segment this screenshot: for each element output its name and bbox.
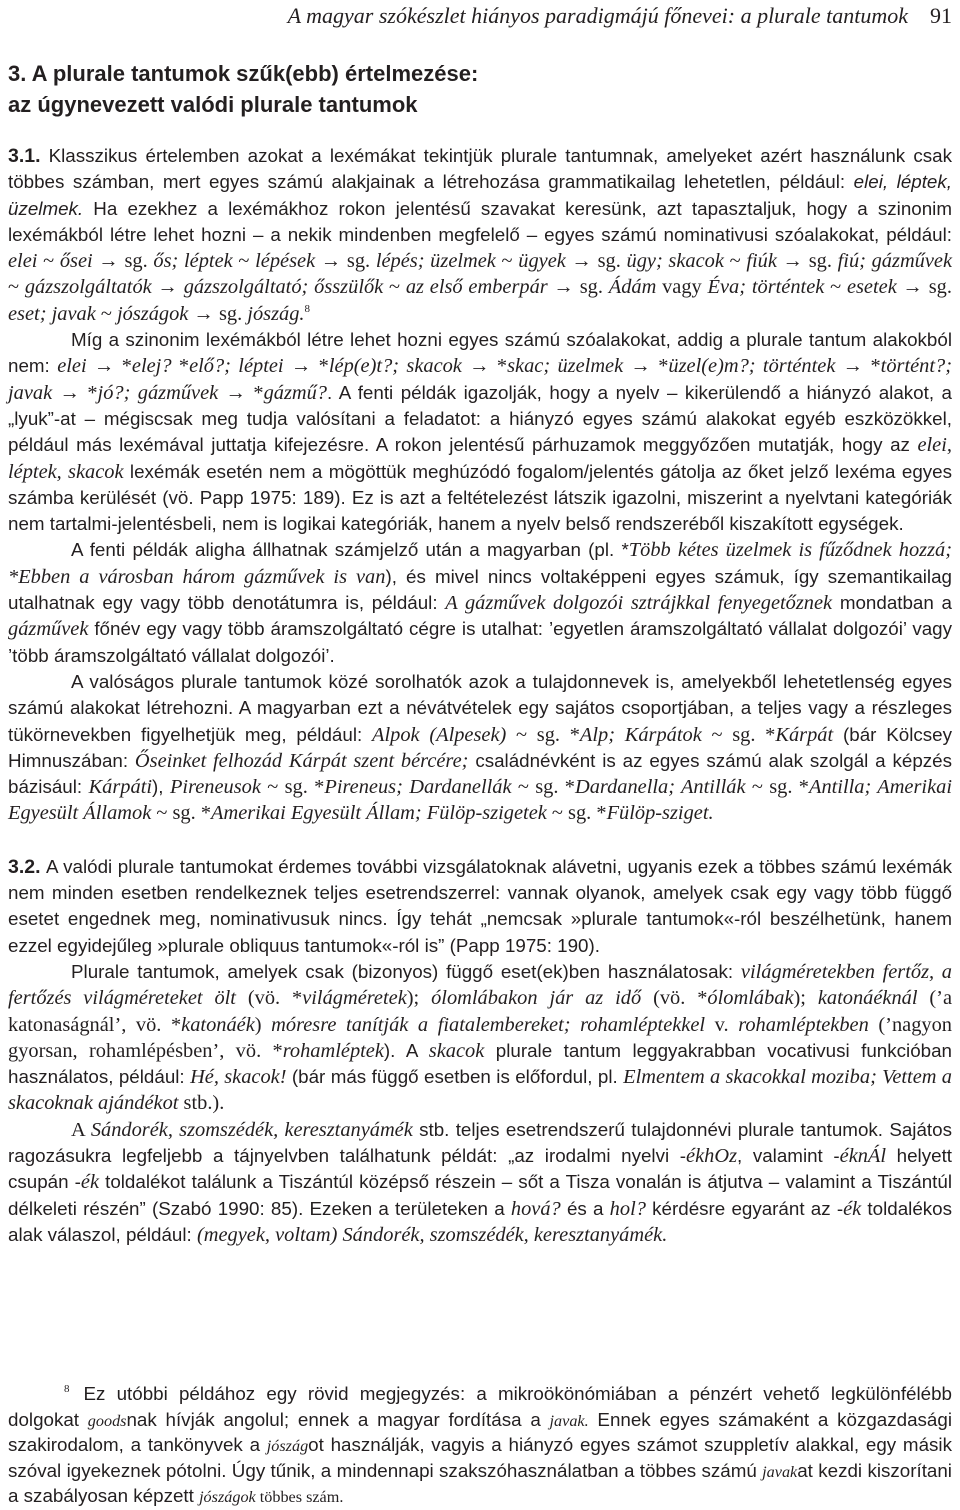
italic-example: fiúk: [746, 250, 777, 273]
footnote-body: [8, 1383, 952, 1507]
section-heading-line-2: az úgynevezett valódi plurale tantumok: [8, 92, 418, 117]
running-header: [8, 3, 952, 29]
italic-example: világméretek: [302, 987, 407, 1010]
italic-example: katonáéknál: [817, 987, 918, 1010]
text-run: → sg.: [92, 250, 154, 273]
section-heading-line-1: 3. A plurale tantumok szűk(ebb) értelmezése:: [8, 61, 479, 86]
text-run: stb. teljes esetrendszerű tulajdonnévi plurale tantumok. Sajátos ragozásukra legfeljebb a tájnyelvben találhatunk példát: „az irodalmi nyelvi -: [8, 1118, 952, 1166]
text-run: kérdésre egyaránt az -: [645, 1197, 844, 1219]
italic-example: gázszolgáltató; ősszülők: [183, 276, 384, 299]
italic-example: (megyek, voltam) Sándorék, szomszédék, keresztanyámék.: [196, 1223, 668, 1246]
italic-example: ékhOz: [686, 1144, 738, 1167]
body-text: [8, 143, 952, 1248]
text-run: . A fenti példák igazolják, hogy a nyelv – kikerülendő a hiányzó alakot, a „lyuk”-at – mégiscsak meg tudja valósítani a feladatot: a hiányzó egyes számú alakokat egyéb eszközökkel, például más lexémával juttatja kifejezésre. A rokon jelentésű párhuzamok meggyőzően mutatják, hogy az: [8, 381, 952, 456]
italic-example: jó?; gázművek: [97, 381, 219, 404]
italic-example: Fülöp-sziget.: [606, 802, 714, 825]
italic-example: goods: [87, 1411, 127, 1430]
footnote-marker: 8: [64, 1383, 70, 1395]
text-run: (’a katonaságnál’, vö. *: [8, 987, 953, 1036]
italic-example: skac; üzelmek: [507, 355, 624, 378]
italic-example: rohamléptekben: [738, 1013, 869, 1036]
text-run: → *: [52, 381, 98, 404]
text-run: ~ sg. *: [260, 776, 325, 799]
italic-example: jószág: [266, 1437, 309, 1456]
italic-example: gázművek: [8, 618, 89, 641]
paragraph-text: [8, 145, 952, 325]
text-run: ~ sg. *: [511, 776, 575, 799]
text-run: nak hívják angolul; ennek a magyar fordítása a: [126, 1408, 550, 1430]
italic-example: javak.: [549, 1411, 589, 1430]
text-run: családnévként is az egyes számú alak szolgál a képzés bázisául:: [8, 749, 953, 798]
text-run: ),: [152, 776, 170, 798]
italic-example: elei: [57, 355, 87, 378]
italic-example: katonáék: [181, 1013, 255, 1036]
paragraph: [8, 327, 952, 537]
footnote: [8, 1382, 952, 1510]
text-run: vagy: [656, 276, 708, 299]
italic-example: Dardanella; Antillák: [574, 776, 746, 799]
text-run: A fenti példák aligha állhatnak számjelző után a magyarban (pl. *: [71, 539, 629, 561]
running-title: A magyar szókészlet hiányos paradigmájú főnevei: a plurale tantumok: [287, 3, 908, 28]
italic-example: lép(e)t?; skacok: [328, 355, 462, 378]
italic-example: Alp; Kárpátok: [579, 723, 702, 746]
italic-example: elei, léptek, üzelmek.: [8, 171, 952, 219]
text-run: ot használják, vagyis a hiányzó egyes számot szuppletív alakkal, egy másik szóval igyekeznek pótolni. Úgy tűnik, a mindennapi szakszóhasználatban a többes számú: [8, 1434, 952, 1481]
italic-example: esetek: [846, 276, 897, 299]
italic-example: Elmentem a skacokkal moziba; Vettem a skacoknak ajándékot: [8, 1066, 952, 1115]
text-run: mondatban a: [832, 592, 952, 614]
text-run: ~ sg. *: [151, 802, 212, 825]
text-run: → *: [461, 355, 508, 378]
italic-example: elő?; léptei: [189, 355, 284, 378]
text-run: → *: [623, 355, 669, 378]
footnote-text: [8, 1382, 952, 1510]
italic-example: ősei: [59, 250, 93, 273]
italic-example: ólomlábak: [707, 987, 794, 1010]
text-run: többes szám.: [255, 1488, 344, 1507]
text-run: → sg.: [188, 302, 248, 325]
text-run: Míg a szinonim lexémákból létre lehet hozni egyes számú szóalakokat, addig a plurale tantum alakokból nem:: [8, 329, 952, 377]
text-run: ~: [232, 250, 256, 273]
italic-example: móresre tanítják a fiatalembereket; rohamléptekkel: [271, 1013, 706, 1036]
italic-example: ék: [843, 1197, 862, 1220]
text-run: → sg.: [547, 276, 609, 299]
section-heading: [8, 58, 478, 120]
italic-example: világméretekben fertőz, a fertőzés világméreteket ölt: [8, 960, 952, 1010]
italic-example: Pireneus; Dardanellák: [324, 776, 512, 799]
italic-example: fiú; gázművek: [837, 250, 953, 273]
text-run: főnév egy vagy több áramszolgáltató cégre is utalhat: ’egyetlen áramszolgáltató vállalat dolgozói’ vagy ’több áramszolgáltató vállalat dolgozói’.: [8, 618, 952, 666]
subsection-number: 3.2.: [8, 855, 41, 878]
text-run: → sg.: [776, 250, 838, 273]
italic-example: jószágok: [199, 1488, 256, 1507]
italic-example: Éva; történtek: [707, 276, 825, 299]
italic-example: Sándorék, szomszédék, keresztanyámék: [90, 1118, 413, 1141]
italic-example: skacok: [428, 1039, 485, 1062]
text-run: → *: [86, 355, 132, 378]
italic-example: Antilla; Amerikai Egyesült Államok: [8, 776, 952, 825]
text-run: ~: [95, 302, 117, 325]
italic-example: ügy; skacok: [626, 250, 724, 273]
text-run: , valamint -: [737, 1144, 840, 1166]
text-run: ~ sg. *: [745, 776, 809, 799]
text-run: Ha ezekhez a lexémákhoz rokon jelentésű szavakat keresünk, azt tapasztaljuk, hogy a szinonim lexémákból létre lehet hozni – a nekik mindenben megfelelő – egyes számú nominativusi szóalakokat, például:: [8, 197, 952, 245]
italic-example: rohamléptek: [282, 1039, 384, 1062]
italic-example: Hé, skacok!: [190, 1066, 287, 1089]
text-run: és a: [560, 1197, 610, 1219]
text-run: A: [71, 1118, 91, 1141]
paragraph: [8, 143, 952, 327]
page-number: 91: [930, 3, 952, 28]
text-run: (’nagyon gyorsan, rohamlépésben’, vö. *: [8, 1013, 952, 1062]
text-run: );: [406, 987, 432, 1010]
text-run: → sg.: [896, 276, 952, 299]
text-run: ). A: [383, 1039, 429, 1061]
text-run: ): [254, 1013, 272, 1036]
text-run: → *: [218, 381, 264, 404]
italic-example: elei: [8, 250, 38, 273]
text-run: stb.).: [178, 1092, 225, 1115]
text-run: → *: [283, 355, 329, 378]
text-run: helyett csupán -: [8, 1144, 953, 1193]
text-run: ~: [37, 250, 60, 273]
text-run: ), és mivel nincs voltaképpeni egyes számuk, így szemantikailag utalhatnak egy vagy több denotátumra is, például:: [8, 565, 952, 614]
text-run: ~ sg. *: [506, 723, 580, 746]
italic-example: jószágok: [116, 302, 189, 325]
italic-example: éknÁl: [839, 1144, 887, 1167]
text-run: v.: [705, 1013, 739, 1036]
italic-example: Kárpát: [775, 723, 834, 746]
text-run: Plurale tantumok, amelyek csak (bizonyos) függő eset(ek)ben használatosak:: [71, 960, 741, 982]
italic-example: ős; léptek: [153, 250, 233, 273]
italic-example: elei, léptek, skacok: [8, 434, 952, 483]
text-run: Klasszikus értelemben azokat a lexémákat tekintjük plurale tantumnak, amelyeket azért használunk csak többes számban, mert egyes számú alakjainak a létrehozása grammatikailag lehetetlen, például:: [8, 145, 952, 193]
italic-example: üzel(e)m?; történtek: [668, 355, 836, 378]
text-run: → *: [835, 355, 881, 378]
italic-example: Pireneusok: [169, 776, 261, 799]
paragraph: [8, 669, 952, 827]
italic-example: ólomlábakon jár az idő: [431, 987, 642, 1010]
text-run: *: [171, 355, 190, 378]
text-run: lexémák esetén nem a mögöttük meghúzódó fogalom/jelentés gátolja az őket jelző lexéma egyes számba kerülését (vö. Papp 1975: 189). Ez is azt a feltételezést látszik igazolni, miszerint a nyelvtani kategóriák nem tartalmi-jelentésbeli, nem is logikai kategóriák, hanem a nyelv belső rendszeréből kiszakított egységek.: [8, 460, 953, 535]
text-run: ~: [383, 276, 406, 299]
italic-example: Amerikai Egyesült Állam; Fülöp-szigetek: [211, 802, 547, 825]
text-run: (bár más függő esetben is előfordul, pl.: [286, 1066, 624, 1088]
text-run: → sg.: [315, 250, 376, 273]
text-run: ~: [8, 276, 25, 299]
italic-example: eset; javak: [8, 302, 96, 325]
italic-example: Alpok (Alpesek): [372, 723, 507, 746]
subsection-number: 3.1.: [8, 145, 41, 167]
text-run: );: [793, 987, 818, 1010]
text-run: (bár Kölcsey Himnuszában:: [8, 723, 952, 771]
paragraph: [8, 959, 952, 1117]
italic-example: ügyek: [518, 250, 566, 273]
italic-example: gázszolgáltatók: [24, 276, 152, 299]
text-run: →: [151, 276, 184, 299]
text-run: ~: [495, 250, 519, 273]
text-run: A valódi plurale tantumokat érdemes további vizsgálatoknak alávetni, ugyanis ezek a többes számú lexémák nem minden esetben rendelkeznek teljes esetrendszerrel: vannak olyanok, amelyek csak egy vagy több függő esetet engednek meg, nominativusuk nincs. Így tehát „nemcsak »plurale tantumok«-ról beszélhetünk, hanem ezzel egyidejűleg »plurale obliquus tantumok«-ról is” (Papp 1975: 190).: [8, 855, 952, 956]
italic-example: jószág.: [247, 302, 305, 325]
text-run: Ez utóbbi példához egy rövid megjegyzés: a mikroökönómiában a pénzért vehető legkülönfélébb dolgokat: [8, 1383, 952, 1430]
paragraph: [8, 854, 952, 959]
text-run: Ennek egyes számaként a közgazdasági szakirodalom, a tankönyvek a: [8, 1408, 952, 1456]
italic-example: elej?: [131, 355, 172, 378]
italic-example: Őseinket felhozád Kárpát szent bércére;: [134, 749, 469, 772]
text-run: toldalékot találunk a Tiszántúl középső részein – sőt a Tisza vonalán is átjutva – valamint a Tiszántúl délkeleti részén” (Szabó 1990: 85). Ezeken a területeken a: [8, 1171, 952, 1219]
italic-example: történt?; javak: [8, 355, 953, 404]
italic-example: az első emberpár: [405, 276, 548, 299]
italic-example: lépés; üzelmek: [375, 250, 496, 273]
text-run: toldalékos alak válaszol, például:: [8, 1197, 952, 1245]
italic-example: javak: [762, 1462, 798, 1481]
italic-example: Kárpáti: [88, 776, 153, 799]
italic-example: lépések: [255, 250, 316, 273]
text-run: ~ sg. *: [701, 723, 776, 746]
paragraph-text: [8, 856, 952, 957]
text-run: ~ sg. *: [546, 802, 607, 825]
paragraph: [8, 1117, 952, 1248]
text-run: plurale tantum leggyakrabban vocativusi funkcióban használatos, például:: [8, 1039, 952, 1088]
italic-example: hol?: [609, 1197, 646, 1220]
text-run: ~: [824, 276, 847, 299]
text-run: A valóságos plurale tantumok közé sorolhatók azok a tulajdonnevek is, amelyekből lehetetlenség egyes számú alakokat létrehozni. A magyarban ezt a névátvételek egy sajátos csoportjában, a teljes vagy a részleges tükörnevekben figyelhetjük meg, például:: [8, 670, 952, 745]
italic-example: hová?: [510, 1197, 561, 1220]
italic-example: Ádám: [608, 276, 657, 299]
text-run: ~: [723, 250, 747, 273]
text-run: (vö. *: [235, 987, 303, 1010]
italic-example: A gázművek dolgozói sztrájkkal fenyegetőznek: [445, 592, 833, 615]
text-run: at kezdi kiszorítani a szabályosan képzett: [8, 1459, 952, 1507]
paragraph: [8, 537, 952, 668]
italic-example: gázmű?: [263, 381, 328, 404]
text-run: (vö. *: [641, 987, 708, 1010]
italic-example: ék: [80, 1171, 100, 1194]
footnote-reference: 8: [304, 302, 311, 315]
text-run: → sg.: [565, 250, 627, 273]
italic-example: Több kétes üzelmek is fűződnek hozzá; *Ebben a városban három gázművek is van: [8, 539, 952, 588]
